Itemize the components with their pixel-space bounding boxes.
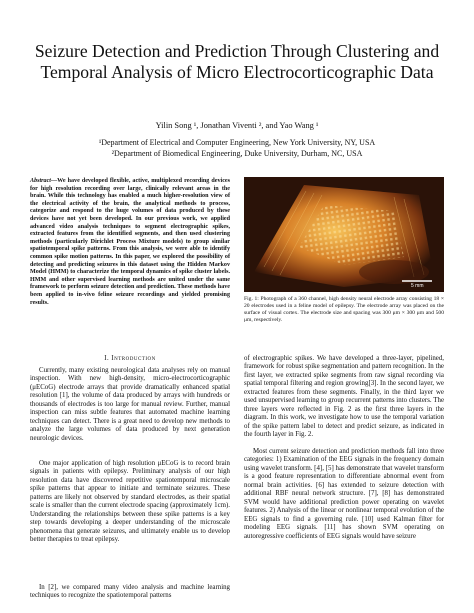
affiliation-1: ¹Department of Electrical and Computer Engineering, New York University, NY, USA [98,138,376,147]
abstract-label: Abstract [30,178,51,184]
abstract-text: —We have developed flexible, active, multiplexed recording devices for high resolution recording over large, clinically relevant areas in the brain. While this technology has enabled a much higher-resolution view of the electrical activity of the brain, the analytical methods to process, categorize and respond to the huge volumes of data produced by these devices have not yet been developed. In our previous work, we applied advanced video analysis techniques to segment electrographic spikes, extracted features from the identified segments, and then used clustering methods (particularly Dirichlet Process Mixture models) to group similar spatiotemporal spike patterns. From this analysis, we were able to identify common spike motion patterns. In this paper, we explored the possibility of detecting and predicting seizures in this dataset using the Hidden Markov Model (HMM) to characterize the temporal dynamics of spike cluster labels. HMM and other supervised learning methods are united under the same framework to perform seizure detection and prediction. These methods have been applied to in-vivo feline seizure recordings and yielded promising results. [30,178,230,306]
intro-paragraph-2: One major application of high resolution μECoG is to record brain signals in patients with epilepsy. Preliminary analysis of our high resolution data have discovered repetitive spatiotemporal microscale spike patterns that appear to initiate and terminate seizures. These patterns are likely not observed by standard electrodes, as their spatial scale is smaller than the current electrode spacing (approximately 1cm). Understanding the relationships between these spike patterns is a key step towards developing a deeper understanding of the microscale phenomena that generate seizures, and ultimately enable us to develop better therapies to treat epilepsy. [30,460,230,544]
author-list: Yilin Song ¹, Jonathan Viventi ², and Yao Wang ¹ [155,121,319,130]
section-heading-introduction: I. Introduction [104,355,156,362]
body-paragraph-continued: of electrographic spikes. We have developed a three-layer, pipelined, framework for robust spike segmentation and pattern recognition. In the first layer, we extracted spike segments from raw signal recording via spatial temporal filtering and region growing[3]. In the second layer, we extracted features from these segments. Finally, in the third layer we used unsupervised learning to group recurrent patterns into clusters. The three layers were reflected in Fig. 2 as the first three layers in the diagram. In this work, we investigate how to use the temporal variation of the spike pattern label to detect and predict seizure, as indicated in the fourth layer in Fig. 2. [244,355,444,439]
intro-paragraph-3: In [2], we compared many video analysis and machine learning techniques to recognize the spatiotemporal patterns [30,584,230,600]
intro-paragraph-1: Currently, many existing neurological data analyses rely on manual inspection. With new high-density, micro-electrocorticographic (μECoG) electrode arrays that provide dramatically enhanced spatial resolution [1], the volume of data produced by arrays with hundreds or thousands of electrodes is too large for manual review. Further, manual inspection can miss subtle features that automated machine learning techniques can detect. There is a great need to develop new methods to analyze the large volumes of data produced by next generation neurologic devices. [30,367,230,442]
electrode-array-image [244,177,444,292]
electrode-array-photo [244,177,444,292]
scale-bar-label: 5 mm [411,283,424,289]
body-paragraph-methods: Most current seizure detection and prediction methods fall into three categories: 1) Examination of the EEG signals in the frequency domain using wavelet transform. [4], [5] has demonstrate that wavelet transform is a good feature representation to differentiate abnormal event from normal brain activities. [6] has extended to seizure detection with additional RBF neural network structure. [7], [8] has demonstrated SVM would have additional prediction power operating on wavelet features. 2) Analysis of the linear or nonlinear temporal evolution of the EEG signals to find a governing rule. [10] used Kalman filter for modeling EEG signals. [11] has shown SVM operating on autoregressive coefficients of EEG signals would have seizure [244,448,444,540]
figure-caption: Fig. 1: Photograph of a 360 channel, high density neural electrode array consisting 18 × 20 electrodes used in a feline model of epilepsy. The electrode array was placed on the surface of visual cortex. The electrode size and spacing was 300 μm × 300 μm and 500 μm, respectively. [244,296,444,323]
paper-title: Seizure Detection and Prediction Through Clustering and Temporal Analysis of Micro Electrocorticographic Data [34,41,440,82]
abstract [30,178,230,307]
affiliation-2: ²Department of Biomedical Engineering, Duke University, Durham, NC, USA [111,149,363,158]
